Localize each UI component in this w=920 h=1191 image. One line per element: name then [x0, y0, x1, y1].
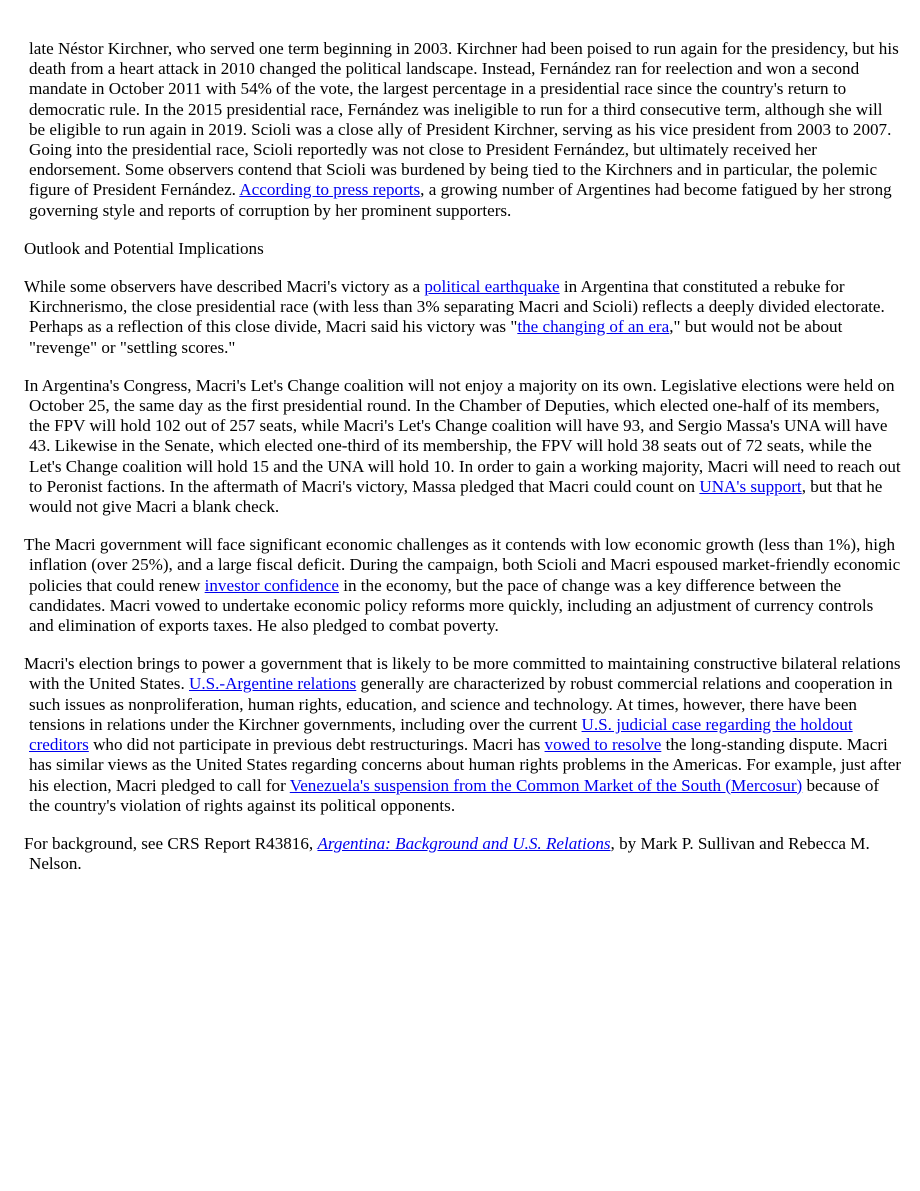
link-according-to-press-reports[interactable]: According to press reports [239, 180, 421, 200]
link-us-argentine-relations[interactable]: U.S.-Argentine relations [189, 674, 357, 694]
paragraph-text: While some observers have described Macri's victory as a [24, 277, 425, 297]
link-venezuela-suspension[interactable]: Venezuela's suspension from the Common Market of the South (Mercosur) [289, 775, 803, 795]
paragraph-text: generally are characterized by robust commercial relations and cooperation in such issues as nonproliferation, human rights, education, and science and technology. At times, however, there have been tensions in relations under the Kirchner governments, including over the current [29, 674, 893, 734]
link-una-support[interactable]: UNA's support [699, 476, 802, 496]
paragraph-text: because of the country's violation of rights against its political opponents. [29, 775, 880, 815]
link-crs-report[interactable]: Argentina: Background and U.S. Relations [317, 833, 611, 853]
document-body [24, 39, 902, 892]
link-us-judicial-case[interactable]: U.S. judicial case regarding the holdout creditors [29, 714, 853, 755]
paragraph-text: , but that he would not give Macri a blank check. [29, 476, 883, 517]
paragraph-text: In Argentina's Congress, Macri's Let's Change coalition will not enjoy a majority on its own. Legislative elections were held on October 25, the same day as the first presidential round. In the Chamber of Deputies, which elected one-half of its members, the FPV will hold 102 out of 257 seats, while Macri's Let's Change coalition will have 93, and Sergio Massa's UNA will have 43. Likewise in the Senate, which elected one-third of its membership, the FPV will hold 38 seats out of 72 seats, while the Let's Change coalition will hold 15 and the UNA will hold 10. In order to gain a working majority, Macri will need to reach out to Peronist factions. In the aftermath of Macri's victory, Massa pledged that Macri could count on [24, 375, 901, 496]
link-changing-of-an-era[interactable]: the changing of an era [517, 317, 670, 337]
paragraph-outlook [24, 277, 902, 358]
paragraph-text: in the economy, but the pace of change was a key difference between the candidates. Macri vowed to undertake economic policy reforms more quickly, including an adjustment of currency controls and elimination of exports taxes. He also pledged to combat poverty. [29, 575, 874, 636]
paragraph-congress [24, 376, 902, 517]
paragraph-text: For background, see CRS Report R43816, [24, 833, 318, 853]
paragraph-economy [24, 535, 902, 636]
paragraph-kirchner-background [24, 39, 902, 221]
paragraph-text: late Néstor Kirchner, who served one term beginning in 2003. Kirchner had been poised to run again for the presidency, but his death from a heart attack in 2010 changed the political landscape. Instead, Fernández ran for reelection and won a second mandate in October 2011 with 54% of the vote, the largest percentage in a presidential race since the country's return to democratic rule. In the 2015 presidential race, Fernández was ineligible to run for a third consecutive term, although she will be eligible to run again in 2019. Scioli was a close ally of President Kirchner, serving as his vice president from 2003 to 2007. Going into the presidential race, Scioli reportedly was not close to President Fernández, but ultimately received her endorsement. Some observers contend that Scioli was burdened by being tied to the Kirchners and in particular, the polemic figure of President Fernández. [29, 39, 899, 200]
paragraph-text: , a growing number of Argentines had become fatigued by her strong governing style and reports of corruption by her prominent supporters. [29, 180, 892, 220]
link-vowed-to-resolve[interactable]: vowed to resolve [544, 735, 662, 755]
paragraph-text: The Macri government will face significant economic challenges as it contends with low economic growth (less than 1%), high inflation (over 25%), and a large fiscal deficit. During the campaign, both Scioli and Macri espoused market-friendly economic policies that could renew [24, 535, 901, 595]
paragraph-text: , by Mark P. Sullivan and Rebecca M. Nelson. [29, 833, 870, 874]
link-political-earthquake[interactable]: political earthquake [424, 277, 560, 297]
paragraph-text: who did not participate in previous debt restructurings. Macri has [88, 735, 545, 755]
paragraph-text: Macri's election brings to power a government that is likely to be more committed to maintaining constructive bilateral relations with the United States. [24, 654, 901, 694]
paragraph-background-report [24, 834, 902, 874]
paragraph-text: in Argentina that constituted a rebuke for Kirchnerismo, the close presidential race (with less than 3% separating Macri and Scioli) reflects a deeply divided electorate. Perhaps as a reflection of this close divide, Macri said his victory was " [29, 277, 885, 337]
section-heading: Outlook and Potential Implications [24, 238, 264, 258]
paragraph-us-relations [24, 654, 902, 816]
paragraph-text: ," but would not be about "revenge" or "settling scores." [29, 317, 843, 357]
paragraph-text: the long-standing dispute. Macri has similar views as the United States regarding concerns about human rights problems in the Americas. For example, just after his election, Macri pledged to call for [29, 735, 902, 795]
link-investor-confidence[interactable]: investor confidence [204, 575, 339, 595]
